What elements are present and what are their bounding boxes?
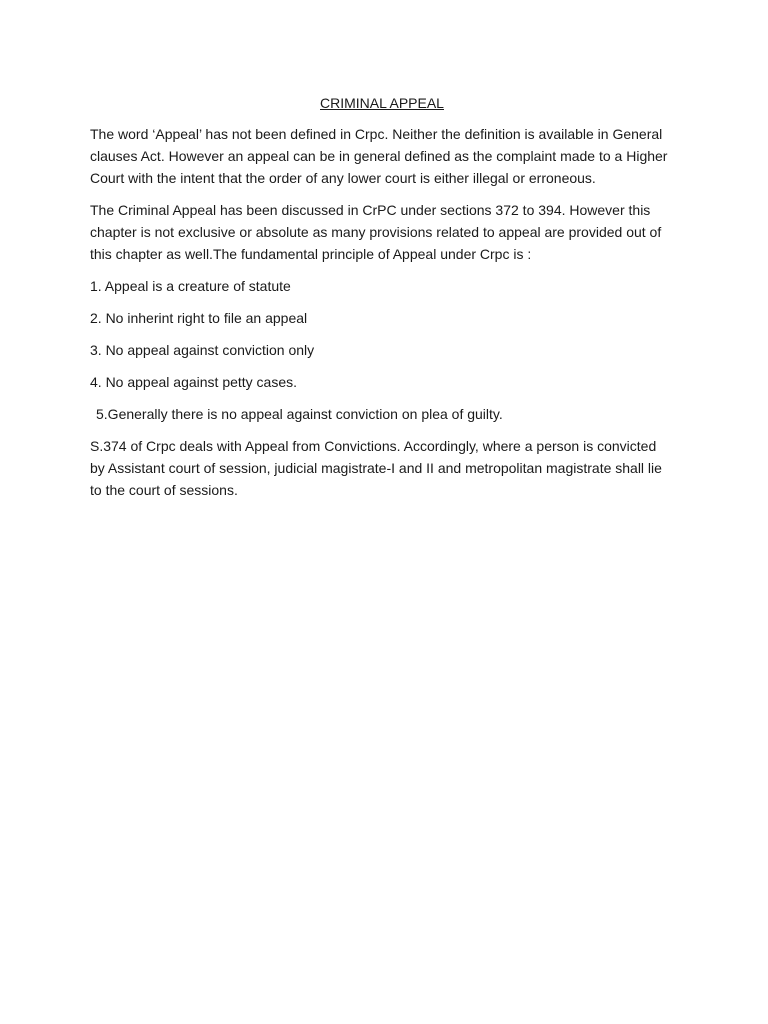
- document-body: [90, 93, 674, 511]
- scope-paragraph: The Criminal Appeal has been discussed in CrPC under sections 372 to 394. However this chapter is not exclusive or absolute as many provisions related to appeal are provided out of this chapter as well.The fundamental principle of Appeal under Crpc is :: [90, 202, 662, 262]
- principles-list: [90, 275, 674, 425]
- document-title: CRIMINAL APPEAL: [320, 95, 444, 111]
- principle-item: 2. No inherint right to file an appeal: [90, 310, 308, 326]
- principle-item: 5.Generally there is no appeal against conviction on plea of guilty.: [96, 406, 503, 422]
- principle-item: 4. No appeal against petty cases.: [90, 374, 298, 390]
- principle-item: 3. No appeal against conviction only: [90, 342, 315, 358]
- principle-item: 1. Appeal is a creature of statute: [90, 278, 291, 294]
- closing-paragraph: S.374 of Crpc deals with Appeal from Convictions. Accordingly, where a person is convicted by Assistant court of session, judicial magistrate-I and II and metropolitan magistrate shall lie to the court of sessions.: [90, 438, 662, 498]
- intro-paragraph: The word ‘Appeal’ has not been defined in Crpc. Neither the definition is available in General clauses Act. However an appeal can be in general defined as the complaint made to a Higher Court with the intent that the order of any lower court is either illegal or erroneous.: [90, 126, 668, 186]
